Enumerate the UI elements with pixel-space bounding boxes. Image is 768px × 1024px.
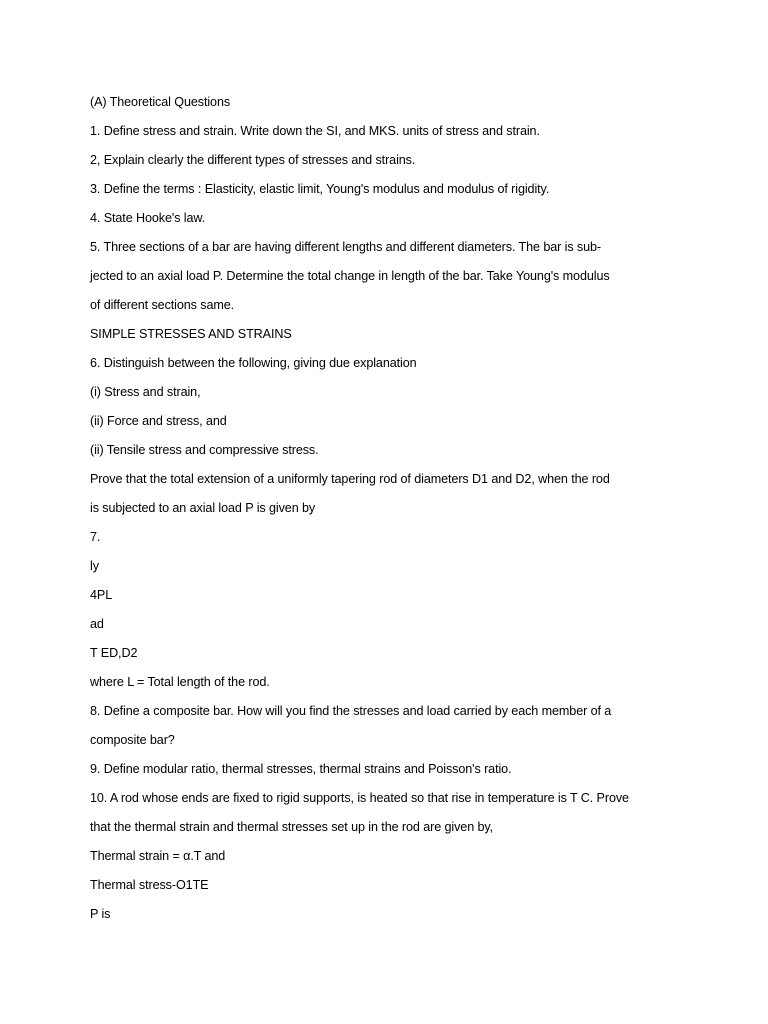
text-line: (ii) Tensile stress and compressive stress. (90, 443, 319, 457)
text-line: ad (90, 617, 104, 631)
text-line: ly (90, 559, 99, 573)
text-line: 2, Explain clearly the different types of stresses and strains. (90, 153, 416, 167)
text-line: T ED,D2 (90, 646, 138, 660)
text-line: (ii) Force and stress, and (90, 414, 227, 428)
text-line: 4PL (90, 588, 113, 602)
text-line: P is (90, 907, 111, 921)
text-line: Prove that the total extension of a uniformly tapering rod of diameters D1 and D2, when the rod (90, 472, 610, 486)
text-line: 10. A rod whose ends are fixed to rigid supports, is heated so that rise in temperature is T C. Prove (90, 791, 629, 805)
text-line: Thermal strain = α.T and (90, 849, 226, 863)
text-line: 1. Define stress and strain. Write down the SI, and MKS. units of stress and strain. (90, 124, 540, 138)
text-line: composite bar? (90, 733, 175, 747)
text-line: Thermal stress-O1TE (90, 878, 209, 892)
text-line: 9. Define modular ratio, thermal stresses, thermal strains and Poisson's ratio. (90, 762, 512, 776)
text-line: jected to an axial load P. Determine the total change in length of the bar. Take Young's modulus (90, 269, 610, 283)
text-line: 8. Define a composite bar. How will you find the stresses and load carried by each member of a (90, 704, 612, 718)
text-line: 5. Three sections of a bar are having different lengths and different diameters. The bar is sub- (90, 240, 602, 254)
text-line: (A) Theoretical Questions (90, 95, 231, 109)
text-line: (i) Stress and strain, (90, 385, 201, 399)
text-line: 7. (90, 530, 101, 544)
text-line: where L = Total length of the rod. (90, 675, 270, 689)
text-line: of different sections same. (90, 298, 235, 312)
text-line: 3. Define the terms : Elasticity, elastic limit, Young's modulus and modulus of rigidity. (90, 182, 550, 196)
text-line: 6. Distinguish between the following, giving due explanation (90, 356, 417, 370)
text-line: that the thermal strain and thermal stresses set up in the rod are given by, (90, 820, 494, 834)
section-heading: SIMPLE STRESSES AND STRAINS (90, 327, 292, 341)
text-line: is subjected to an axial load P is given by (90, 501, 316, 515)
text-line: 4. State Hooke's law. (90, 211, 206, 225)
